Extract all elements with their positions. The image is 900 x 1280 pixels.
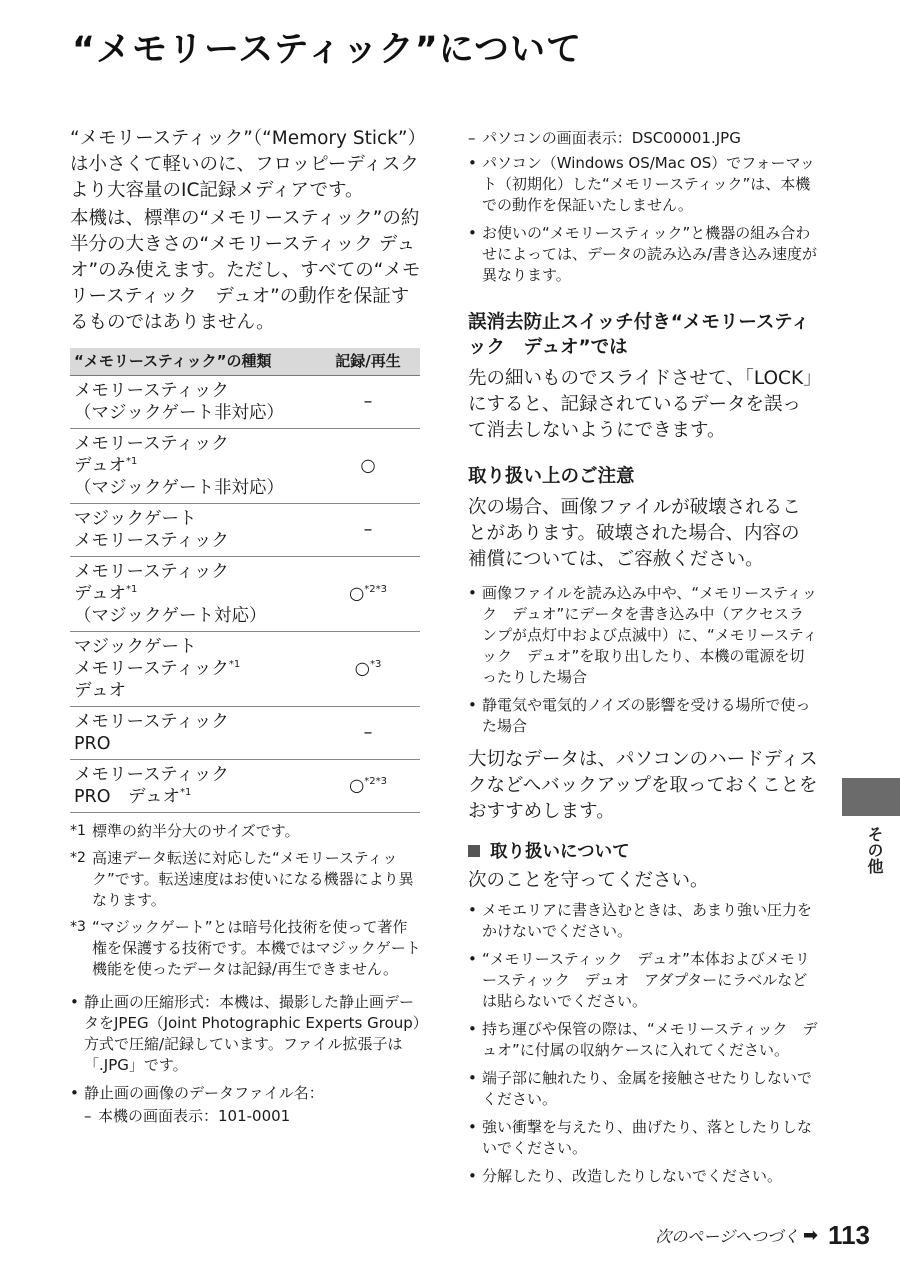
type-line-text: デュオ <box>74 456 126 476</box>
record-play-cell <box>316 632 420 707</box>
type-line <box>74 402 312 424</box>
footnote-ref: *3 <box>369 659 382 671</box>
type-line <box>74 477 312 499</box>
memory-stick-types-table <box>70 348 420 813</box>
type-line-text: メモリースティック <box>74 765 229 785</box>
type-line-text: （マジックゲート非対応） <box>74 403 284 423</box>
square-bullet-icon <box>468 845 480 857</box>
footnote-ref: *1 <box>125 456 138 468</box>
care-bullet-2: • 静電気や電気的ノイズの影響を受ける場所で使った場合 <box>468 695 818 737</box>
bullet-speed: • お使いの“メモリースティック”と機器の組み合わせによっては、データの読み込み/書き込み速度が異なります。 <box>468 223 818 286</box>
support-mark: ○ <box>354 659 370 679</box>
footnote-ref: *1 <box>125 584 138 596</box>
type-cell <box>70 429 316 504</box>
footnote-2 <box>70 848 422 911</box>
footnotes <box>70 821 422 980</box>
type-line-text: メモリースティック <box>74 562 229 582</box>
handling-bullets <box>468 900 818 1187</box>
footnote-ref: *1 <box>179 787 192 799</box>
footnote-text: 高速データ転送に対応した“メモリースティック”です。転送速度はお使いになる機器により異なります。 <box>92 849 414 909</box>
footnote-3 <box>70 917 422 980</box>
type-cell <box>70 760 316 813</box>
support-mark: – <box>363 520 373 540</box>
footnote-ref: *2*3 <box>364 584 387 596</box>
handling-bullet-1: • メモエリアに書き込むときは、あまり強い圧力をかけないでください。 <box>468 900 818 942</box>
handling-bullet-4: • 端子部に触れたり、金属を接触させたりしないでください。 <box>468 1068 818 1110</box>
intro-paragraph-2: 本機は、標準の“メモリースティック”の約半分の大きさの“メモリースティック デュオ”のみ使えます。ただし、すべての“メモリースティック デュオ”の動作を保証するものではありません。 <box>70 208 421 333</box>
record-play-cell <box>316 376 420 429</box>
record-play-cell <box>316 504 420 557</box>
file-name-examples-cont <box>468 128 818 149</box>
table-row <box>70 632 420 707</box>
type-line-text: メモリースティック <box>74 434 229 454</box>
page-footer <box>655 1220 870 1251</box>
type-line <box>74 636 312 658</box>
table-row <box>70 376 420 429</box>
type-line-text: メモリースティック <box>74 531 229 551</box>
type-line-text: デュオ <box>74 584 126 604</box>
footnote-mark: *2 <box>70 850 86 866</box>
left-column <box>70 126 422 1134</box>
section-tab <box>842 778 900 816</box>
intro <box>70 126 422 336</box>
type-line-text: マジックゲート <box>74 637 197 657</box>
table-row <box>70 707 420 760</box>
type-line <box>74 680 312 702</box>
bullet-pc-format: • パソコン（Windows OS/Mac OS）でフォーマット（初期化）した“メモリースティック”は、本機での動作を保証いたしません。 <box>468 153 818 216</box>
footnote-ref: *1 <box>228 659 241 671</box>
type-line <box>74 658 312 680</box>
support-mark: ○ <box>348 776 365 796</box>
care-bullet-1: • 画像ファイルを読み込み中や、“メモリースティック デュオ”にデータを書き込み中（アクセスランプが点灯中および点滅中）に、“メモリースティック デュオ”を取り出したり、本機の電源を切ったりした場合 <box>468 583 818 688</box>
continued-next-page: 次のページへつづく <box>655 1227 799 1246</box>
table-row <box>70 557 420 632</box>
type-line <box>74 433 312 455</box>
type-cell <box>70 557 316 632</box>
record-play-cell <box>316 707 420 760</box>
type-cell <box>70 632 316 707</box>
bullet-compression-format: • 静止画の圧縮形式：本機は、撮影した静止画データをJPEG（Joint Photographic Experts Group）方式で圧縮/記録しています。ファイル拡張子は「.JPG」です。 <box>70 992 422 1076</box>
handling-bullet-3: • 持ち運びや保管の際は、“メモリースティック デュオ”に付属の収納ケースに入れてください。 <box>468 1019 818 1061</box>
section-label: その他 <box>865 826 884 874</box>
handling-intro: 次のことを守ってください。 <box>468 870 709 891</box>
bullet-file-name <box>70 1083 422 1127</box>
type-line <box>74 605 312 627</box>
support-mark: ○ <box>348 584 365 604</box>
compat-notes <box>468 153 818 286</box>
care-body: 次の場合、画像ファイルが破壊されることがあります。破壊された場合、内容の補償については、ご容赦ください。 <box>468 497 801 570</box>
table-body <box>70 376 420 813</box>
type-line <box>74 786 312 808</box>
type-line-text: メモリースティック <box>74 381 229 401</box>
intro-paragraph-1: “メモリースティック”（“Memory Stick”）は小さくて軽いのに、フロッピーディスクより大容量のIC記録メディアです。 <box>70 128 419 201</box>
table-header-record-play: 記録/再生 <box>316 348 420 376</box>
care-heading: 取り扱い上のご注意 <box>468 466 635 487</box>
support-mark: ○ <box>360 456 376 476</box>
record-play-cell <box>316 557 420 632</box>
type-line-text: メモリースティック <box>74 712 229 732</box>
care-bullets <box>468 583 818 737</box>
type-line <box>74 530 312 552</box>
record-play-cell <box>316 429 420 504</box>
table-row <box>70 760 420 813</box>
footnote-mark: *3 <box>70 919 86 935</box>
type-line-text: メモリースティック <box>74 659 229 679</box>
footnote-1 <box>70 821 422 842</box>
bullet-file-name-text: 静止画の画像のデータファイル名： <box>84 1084 324 1102</box>
table-header-type: “メモリースティック”の種類 <box>70 348 316 376</box>
lock-heading: 誤消去防止スイッチ付き“メモリースティック デュオ”では <box>468 312 810 358</box>
type-line-text: マジックゲート <box>74 509 197 529</box>
type-cell <box>70 376 316 429</box>
footnote-text: 標準の約半分大のサイズです。 <box>92 822 300 840</box>
handling-heading <box>468 841 818 864</box>
type-line <box>74 733 312 755</box>
type-line-text: （マジックゲート非対応） <box>74 478 284 498</box>
handling-bullet-6: • 分解したり、改造したりしないでください。 <box>468 1166 818 1187</box>
page-number: 113 <box>828 1220 870 1250</box>
type-cell <box>70 707 316 760</box>
type-line-text: デュオ <box>74 681 126 701</box>
footnote-ref: *2*3 <box>364 776 387 788</box>
footnote-text: “マジックゲート”とは暗号化技術を使って著作権を保護する技術です。本機ではマジックゲート機能を使ったデータは記録/再生できません。 <box>92 918 421 978</box>
arrow-right-icon: ➡ <box>802 1225 819 1246</box>
lock-body: 先の細いものでスライドさせて、「LOCK」にすると、記録されているデータを誤って消去しないようにできます。 <box>468 368 813 441</box>
type-line <box>74 380 312 402</box>
type-line-text: PRO デュオ <box>74 787 180 807</box>
table-row <box>70 504 420 557</box>
type-line <box>74 508 312 530</box>
type-line-text: （マジックゲート対応） <box>74 606 267 626</box>
dash-pc-display: – パソコンの画面表示：DSC00001.JPG <box>468 128 818 149</box>
table-header-row <box>70 348 420 376</box>
handling-bullet-5: • 強い衝撃を与えたり、曲げたり、落としたりしないでください。 <box>468 1117 818 1159</box>
type-line <box>74 764 312 786</box>
record-play-cell <box>316 760 420 813</box>
file-name-examples <box>84 1106 422 1127</box>
type-cell <box>70 504 316 557</box>
table-row <box>70 429 420 504</box>
page-title: “メモリースティック”について <box>72 30 583 70</box>
support-mark: – <box>363 723 373 743</box>
type-line <box>74 455 312 477</box>
type-line-text: PRO <box>74 734 111 754</box>
support-mark: – <box>363 392 373 412</box>
type-line <box>74 583 312 605</box>
type-line <box>74 711 312 733</box>
handling-heading-text: 取り扱いについて <box>490 842 630 862</box>
backup-advice: 大切なデータは、パソコンのハードディスクなどへバックアップを取っておくことをおすすめします。 <box>468 749 818 822</box>
type-line <box>74 561 312 583</box>
right-column <box>468 128 818 1194</box>
handling-bullet-2: • “メモリースティック デュオ”本体およびメモリースティック デュオ アダプターにラベルなどは貼らないでください。 <box>468 949 818 1012</box>
footnote-mark: *1 <box>70 823 86 839</box>
file-format-notes <box>70 992 422 1127</box>
dash-camera-display: – 本機の画面表示：101-0001 <box>84 1106 422 1127</box>
